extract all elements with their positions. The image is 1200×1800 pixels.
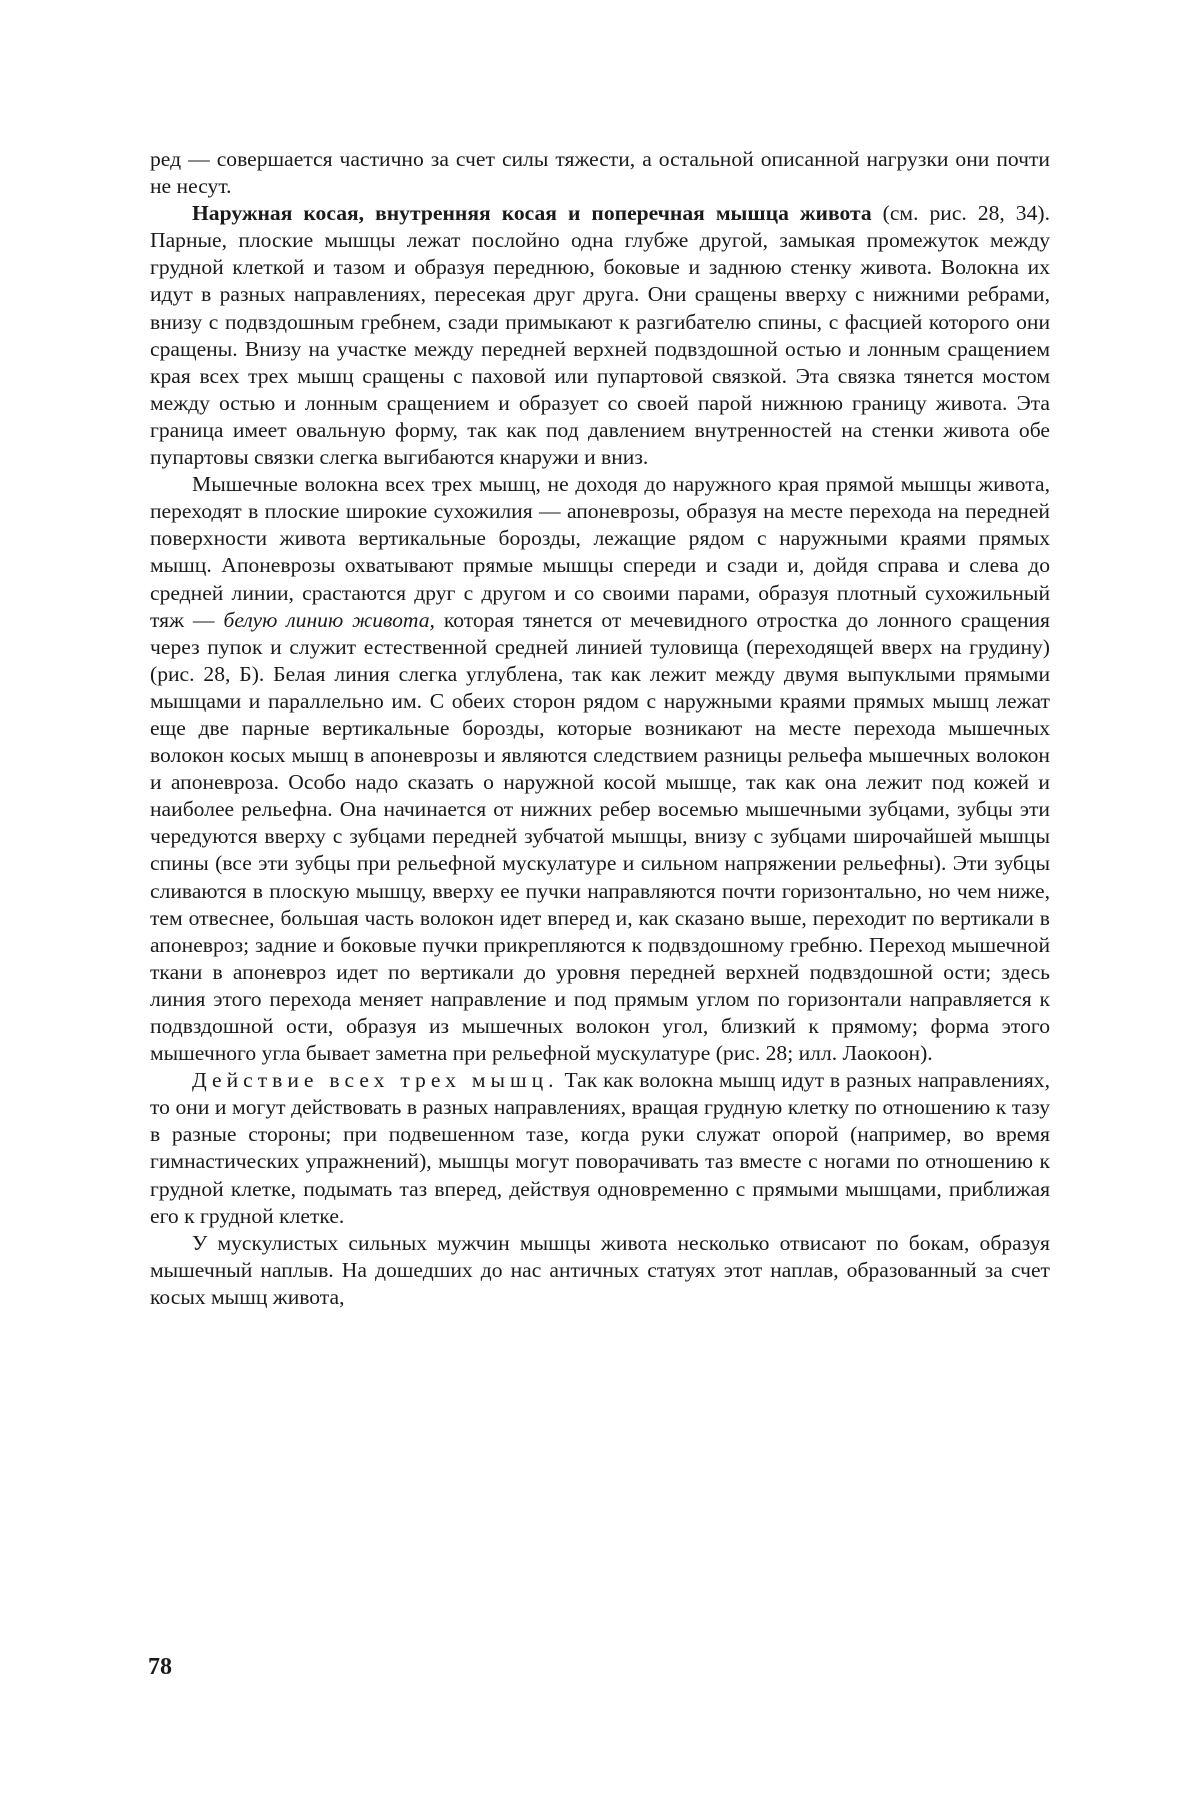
paragraph-3-text-before: Мышечные волокна всех трех мышц, не доходя до наружного края прямой мышцы живота, переходят в плоские широкие сухожилия — апоневрозы, образуя на месте перехода на передней поверхности живота вертикальные борозды, лежащие рядом с наружными краями прямых мышц. Апоневрозы охватывают прямые мышцы спереди и сзади и, дойдя справа и слева до средней линии, срастаются друг с другом и со своими парами, образуя плотный сухожильный тяж — [150, 472, 1050, 632]
paragraph-2 [150, 200, 1050, 471]
page-body [150, 146, 1050, 1311]
paragraph-4 [150, 1067, 1050, 1230]
paragraph-4-text: Так как волокна мышц идут в разных направлениях, то они и могут действовать в разных направлениях, вращая грудную клетку по отношению к тазу в разные стороны; при подвешенном тазе, когда руки служат опорой (например, во время гимнастических упражнений), мышцы могут поворачивать таз вместе с ногами по отношению к грудной клетке, подымать таз вперед, действуя одновременно с прямыми мышцами, приближая его к грудной клетке. [150, 1068, 1050, 1228]
paragraph-2-text: (см. рис. 28, 34). Парные, плоские мышцы лежат послойно одна глубже другой, замыкая промежуток между грудной клеткой и тазом и образуя переднюю, боковые и заднюю стенку живота. Волокна их идут в разных направлениях, пересекая друг друга. Они сращены вверху с нижними ребрами, внизу с подвздошным гребнем, сзади примыкают к разгибателю спины, с фасцией которого они сращены. Внизу на участке между передней верхней подвздошной остью и лонным сращением края всех трех мышц сращены с паховой или пупартовой связкой. Эта связка тянется мостом между остью и лонным сращением и образует со своей парой нижнюю границу живота. Эта граница имеет овальную форму, так как под давлением внутренностей на стенки живота обе пупартовы связки слегка выгибаются кнаружи и вниз. [150, 201, 1050, 470]
paragraph-3-italic-term: белую линию живота, [223, 607, 435, 632]
paragraph-2-heading: Наружная косая, внутренняя косая и поперечная мышца живота [192, 201, 872, 226]
paragraph-5-text: У мускулистых сильных мужчин мышцы живота несколько отвисают по бокам, образуя мышечный наплыв. На дошедших до нас античных статуях этот наплав, образованный за счет косых мышц живота, [150, 1230, 1050, 1309]
paragraph-3 [150, 471, 1050, 1067]
paragraph-3-text-after: которая тянется от мечевидного отростка до лонного сращения через пупок и служит естественной средней линией туловища (переходящей вверх на грудину) (рис. 28, Б). Белая линия слегка углублена, так как лежит между двумя выпуклыми прямыми мышцами и параллельно им. С обеих сторон рядом с наружными краями прямых мышц лежат еще две парные вертикальные борозды, которые возникают на месте перехода мышечных волокон косых мышц в апоневрозы и являются следствием разницы рельефа мышечных волокон и апоневроза. Особо надо сказать о наружной косой мышце, так как она лежит под кожей и наиболее рельефна. Она начинается от нижних ребер восемью мышечными зубцами, зубцы эти чередуются вверху с зубцами передней зубчатой мышцы, внизу с зубцами широчайшей мышцы спины (все эти зубцы при рельефной мускулатуре и сильном напряжении рельефны). Эти зубцы сливаются в плоскую мышцу, вверху ее пучки направляются почти горизонтально, но чем ниже, тем отвеснее, большая часть волокон идет вперед и, как сказано выше, переходит по вертикали в апоневроз; задние и боковые пучки прикрепляются к подвздошному гребню. Переход мышечной ткани в апоневроз идет по вертикали до уровня передней верхней подвздошной ости; здесь линия этого перехода меняет направление и под прямым углом по горизонтали направляется к подвздошной ости, образуя из мышечных волокон угол, близкий к прямому; форма этого мышечного угла бывает заметна при рельефной мускулатуре (рис. 28; илл. Лаокоон). [150, 607, 1050, 1066]
paragraph-1 [150, 146, 1050, 200]
page-number: 78 [148, 1654, 172, 1680]
paragraph-5 [150, 1230, 1050, 1311]
paragraph-4-spaced-heading: Действие всех трех мышц. [192, 1068, 559, 1093]
paragraph-1-text: ред — совершается частично за счет силы тяжести, а остальной описанной нагрузки они почти не несут. [150, 147, 1050, 199]
